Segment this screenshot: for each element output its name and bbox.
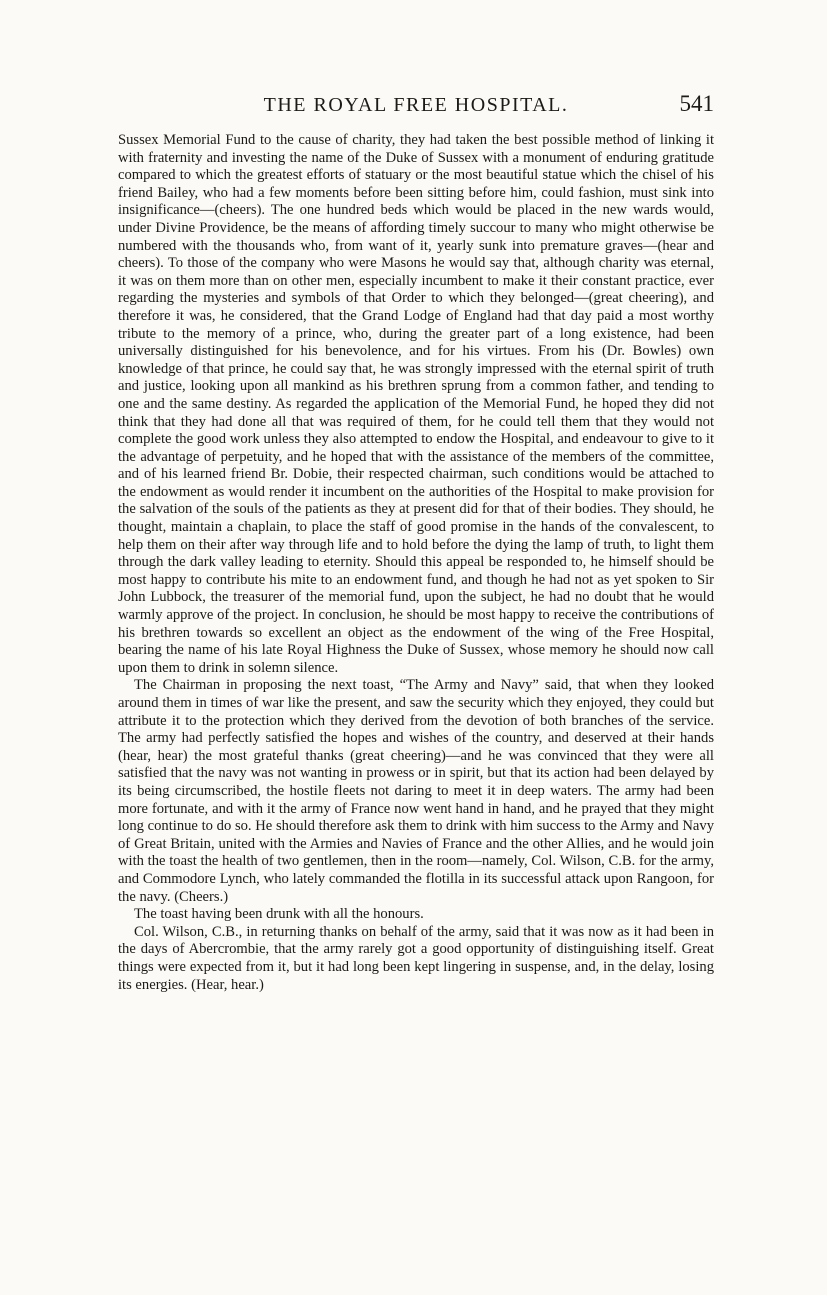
page-header — [118, 91, 714, 124]
paragraph: The toast having been drunk with all the honours. — [134, 906, 424, 923]
paragraph: Col. Wilson, C.B., in returning thanks on behalf of the army, said that it was now as it had been in the days of Abercrombie, that the army rarely got a good opportunity of distinguishing itself. Great things were expected from it, but it had long been kept lingering in suspense, and, in the delay, losing its energies. (Hear, hear.) — [118, 923, 714, 993]
paragraph: Sussex Memorial Fund to the cause of charity, they had taken the best possible method of linking it with fraternity and investing the name of the Duke of Sussex with a monument of enduring gratitude compared to which the greatest efforts of statuary or the most beautiful statue which the chisel of his friend Bailey, who had a few moments before been sitting before him, could fashion, must sink into insignificance—(cheers). The one hundred beds which would be placed in the new wards would, under Divine Providence, be the means of affording timely succour to many who might otherwise be numbered with the thousands who, from want of it, yearly sunk into premature graves—(hear and cheers). To those of the company who were Masons he would say that, although charity was eternal, it was on them more than on other men, especially incumbent to make it their constant practice, ever regarding the mysteries and symbols of that Order to which they belonged—(great cheering), and therefore it was, he considered, that the Grand Lodge of England had that day paid a most worthy tribute to the memory of a prince, who, during the greater part of a long existence, had been universally distinguished for his benevolence, and for his virtues. From his (Dr. Bowles) own knowledge of that prince, he could say that, he was strongly impressed with the eternal spirit of truth and justice, looking upon all mankind as his brethren sprung from a common father, and tending to one and the same destiny. As regarded the application of the Memorial Fund, he hoped they did not think that they had done all that was required of them, for he could tell them that they would not complete the good work unless they also attempted to endow the Hospital, and endeavour to give to it the advantage of perpetuity, and he hoped that with the assistance of the members of the committee, and of his learned friend Br. Dobie, their respected chairman, such conditions would be attached to the endowment as would render it incumbent on the authorities of the Hospital to make provision for the salvation of the souls of the patients as they at present did for that of their bodies. They should, he thought, maintain a chaplain, to place the staff of good promise in the hands of the convalescent, to help them on their after way through life and to hold before the dying the lamp of truth, to light them through the dark valley leading to eternity. Should this appeal be responded to, he himself should be most happy to contribute his mite to an endowment fund, and though he had not as yet spoken to Sir John Lubbock, the treasurer of the memorial fund, upon the subject, he had no doubt that he would warmly approve of the project. In conclusion, he should be most happy to receive the contributions of his brethren towards so excellent an object as the endowment of the wing of the Free Hospital, bearing the name of his late Royal Highness the Duke of Sussex, whose memory he should now call upon them to drink in solemn silence. — [118, 132, 714, 676]
paragraph: The Chairman in proposing the next toast, “The Army and Navy” said, that when they looked around them in times of war like the present, and saw the security which they enjoyed, they could but attribute it to the protection which they derived from the devotion of both branches of the service. The army had perfectly satisfied the hopes and wishes of the country, and deserved at their hands (hear, hear) the most grateful thanks (great cheering)—and he was convinced that they were all satisfied that the navy was not wanting in prowess or in spirit, but that its action had been delayed by its being circumscribed, the hostile fleets not daring to meet it in deep waters. The army had been more fortunate, and with it the army of France now went hand in hand, and he prayed that they might long continue to do so. He should therefore ask them to drink with him success to the Army and Navy of Great Britain, united with the Armies and Navies of France and the other Allies, and he would join with the toast the health of two gentlemen, then in the room—namely, Col. Wilson, C.B. for the army, and Commodore Lynch, who lately commanded the flotilla in its successful attack upon Rangoon, for the navy. (Cheers.) — [118, 677, 714, 905]
page-number: 541 — [679, 91, 714, 116]
body-text — [118, 132, 714, 994]
running-title: THE ROYAL FREE HOSPITAL. — [263, 94, 569, 116]
